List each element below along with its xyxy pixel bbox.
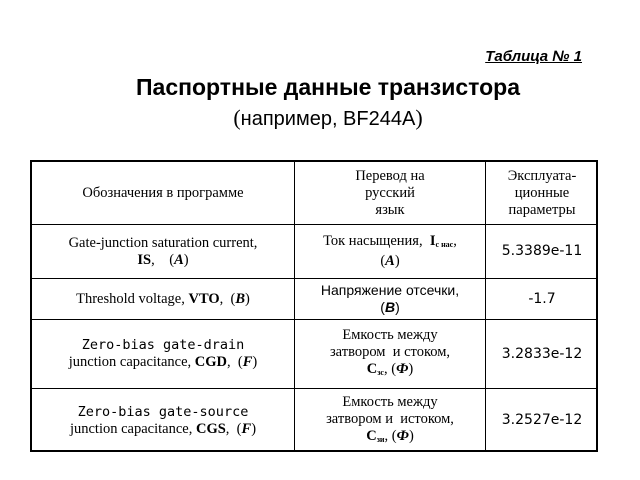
row3-symbol: CGD: [194, 354, 227, 370]
row1-designation: Gate-junction saturation current, IS, (A): [68, 234, 258, 268]
header-designations-label: Обозначения в программе: [82, 184, 244, 201]
row3-translation-cell: [295, 320, 485, 388]
row2-symbol: VTO: [188, 290, 220, 307]
row3-designation: Zero-bias gate-drain junction capacitance, CGD, (F): [68, 337, 258, 370]
row4-translation-line1: Емкость между: [342, 393, 438, 410]
row3-translation-subscript: зс: [377, 368, 384, 377]
row3-translation-symbol: С: [366, 361, 378, 377]
row4-symbol: CGS: [195, 420, 226, 437]
row1-translation-subscript: с нас: [435, 240, 454, 249]
row1-symbol: IS: [137, 251, 152, 268]
subtitle-open-paren: (: [233, 105, 241, 130]
row3-translation: Емкость между затвором и стоком, $С_{зс}$, (Ф): [329, 327, 451, 377]
table-number: Таблица № 1: [485, 48, 582, 65]
transistor-parameters-table: [30, 160, 598, 452]
row3-name-line2: junction capacitance,: [68, 354, 192, 370]
row3-translation-line1: Емкость между: [342, 327, 438, 343]
row4-translation: Емкость между затвором и истоком, $С_{зи}$, (Ф): [326, 393, 454, 444]
row4-value: 3.2527e-12: [501, 412, 583, 428]
row3-unit: F: [242, 354, 253, 370]
subtitle-close-paren: ): [415, 105, 423, 130]
row4-translation-symbol: С: [366, 427, 377, 444]
header-cell-parameters: [486, 162, 598, 224]
row2-unit: B: [235, 290, 246, 307]
row3-name-line1: Zero-bias gate-drain: [81, 337, 245, 353]
header-parameters-label: Эксплуата-ционные параметры: [507, 167, 577, 218]
row4-translation-unit: Ф: [396, 427, 409, 444]
row2-translation: Напряжение отсечки, (B): [320, 282, 460, 315]
row1-unit: A: [174, 251, 184, 268]
row2-designation: Threshold voltage, VTO, (B): [76, 290, 250, 307]
row4-name-line2: junction capacitance,: [69, 420, 193, 437]
row3-value: 3.2833e-12: [501, 345, 583, 362]
row1-value-cell: [486, 225, 598, 278]
row4-value-cell: [486, 389, 598, 452]
row4-unit: F: [241, 420, 252, 437]
page-title: Паспортные данные транзистора: [136, 74, 520, 100]
row1-name-text: Gate-junction saturation current,: [68, 234, 258, 251]
row2-translation-unit: B: [384, 299, 396, 315]
row2-designation-cell: [32, 279, 294, 319]
row1-translation-cell: [295, 225, 485, 278]
header-cell-translation: [295, 162, 485, 224]
row4-translation-line2: затвором и истоком,: [326, 410, 454, 427]
row2-name-text: Threshold voltage,: [76, 290, 185, 307]
row1-designation-cell: [32, 225, 294, 278]
row4-translation-subscript: зи: [376, 434, 385, 444]
row4-designation-cell: [32, 389, 294, 452]
row3-value-cell: [486, 320, 598, 388]
row1-translation-symbol: I: [429, 233, 436, 249]
row1-value: 5.3389e-11: [501, 243, 583, 259]
row2-value: -1.7: [528, 290, 556, 307]
page-subtitle: [0, 105, 640, 131]
row3-designation-cell: [32, 320, 294, 388]
header-translation-label: Перевод на русский язык: [355, 167, 425, 218]
row3-translation-unit: Ф: [396, 361, 409, 377]
row1-translation: Ток насыщения, $I_{с нас}$, (A): [323, 233, 457, 269]
header-cell-designations: [32, 162, 294, 224]
row4-designation: Zero-bias gate-source junction capacitance, CGS, (F): [69, 403, 257, 437]
row4-name-line1: Zero-bias gate-source: [77, 403, 249, 420]
row4-translation-cell: [295, 389, 485, 452]
subtitle-text: например, BF244A: [240, 108, 416, 130]
row2-translation-cell: [295, 279, 485, 319]
row1-translation-text: Ток насыщения,: [323, 233, 423, 249]
row2-value-cell: [486, 279, 598, 319]
row3-translation-line2: затвором и стоком,: [329, 344, 451, 360]
row2-translation-text: Напряжение отсечки,: [320, 282, 460, 298]
row1-translation-unit: A: [385, 253, 395, 269]
